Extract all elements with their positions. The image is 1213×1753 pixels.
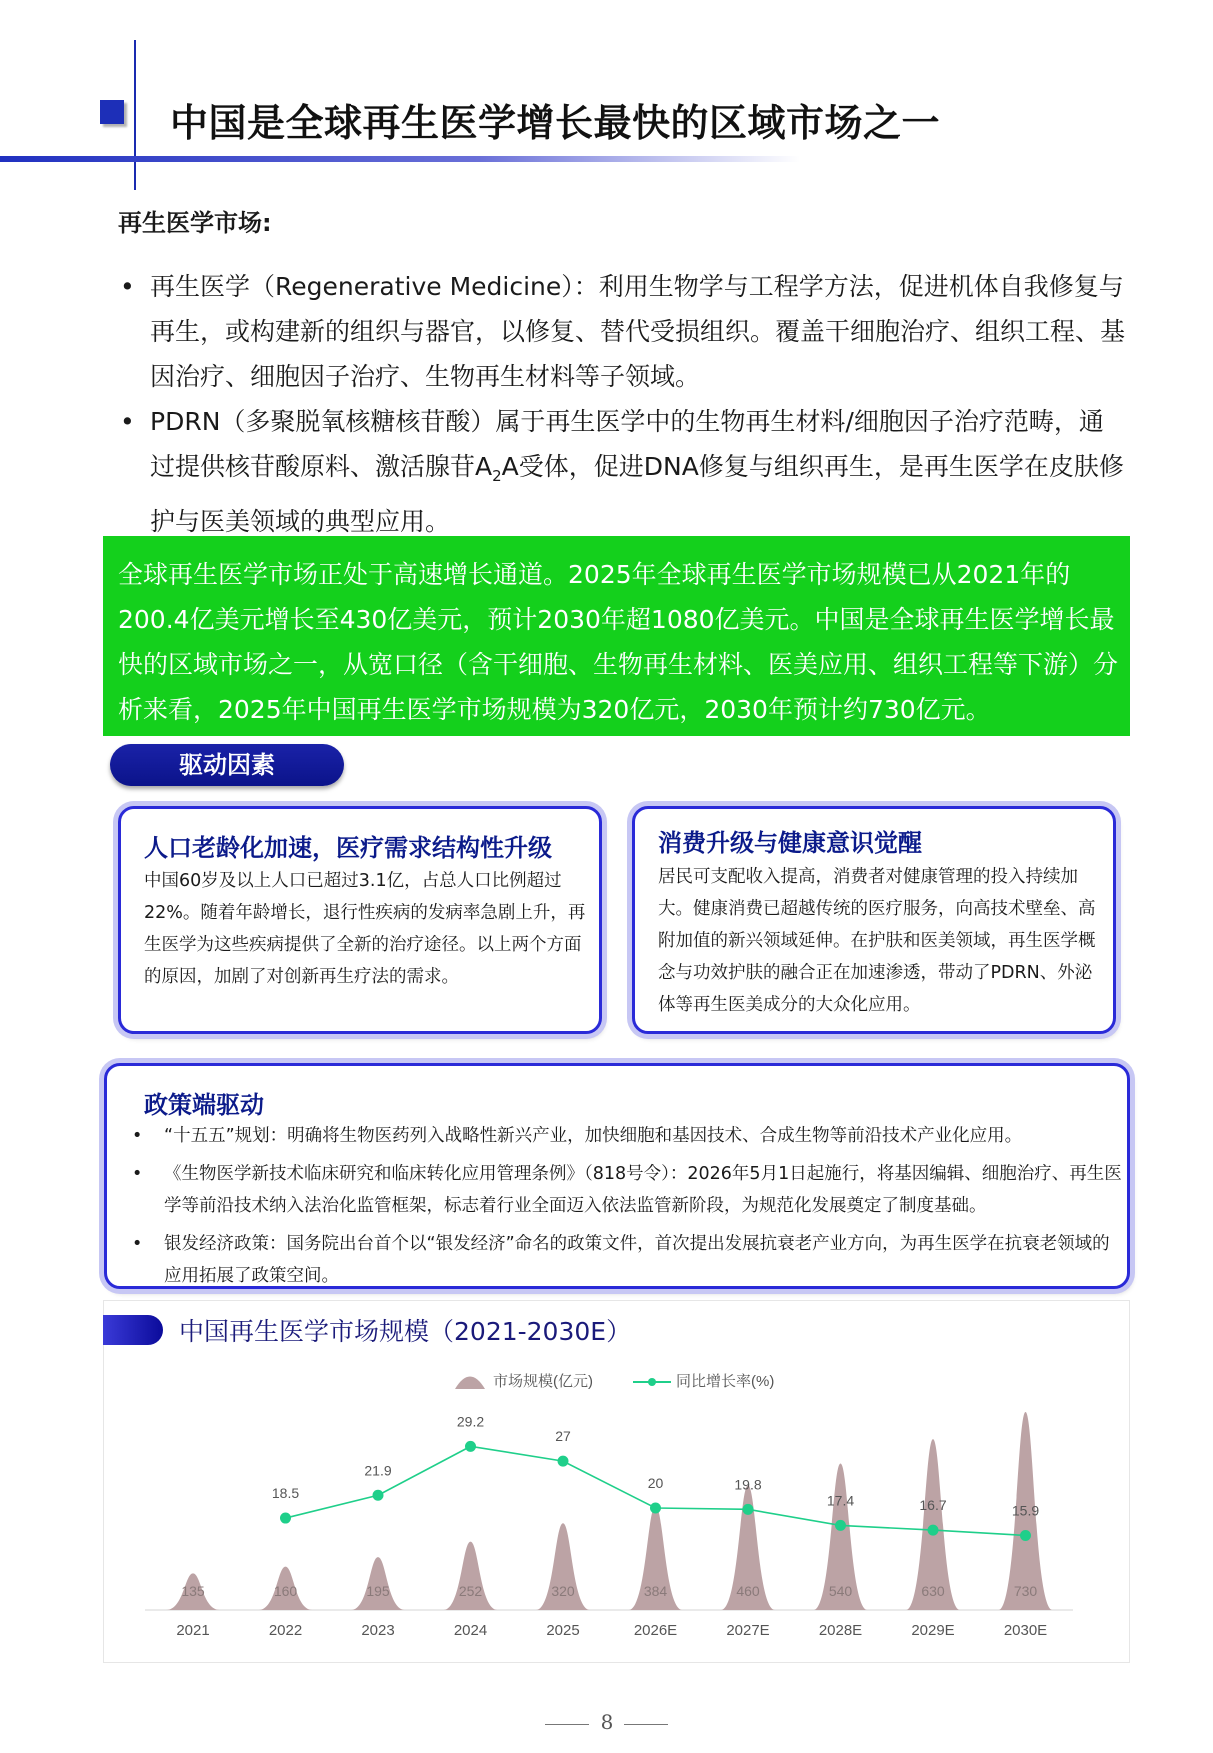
x-tick-label: 2030E — [1003, 1622, 1048, 1639]
growth-rate-point — [743, 1504, 754, 1515]
x-tick-label: 2024 — [453, 1622, 488, 1639]
header-horizontal-rule — [0, 156, 800, 162]
growth-rate-label: 21.9 — [364, 1462, 392, 1479]
x-tick-label: 2028E — [818, 1622, 863, 1639]
growth-rate-label: 15.9 — [1011, 1502, 1040, 1519]
footer-rule-left — [545, 1724, 589, 1725]
bar-value-label: 540 — [828, 1583, 853, 1599]
header-vertical-rule — [134, 40, 136, 190]
x-tick-label: 2021 — [176, 1622, 210, 1639]
bar-value-label: 730 — [1013, 1583, 1038, 1599]
driver-card-consumption-title: 消费升级与健康意识觉醒 — [658, 829, 922, 857]
growth-rate-point — [373, 1490, 384, 1501]
bar-value-label: 460 — [736, 1583, 760, 1599]
page-title: 中国是全球再生医学增长最快的区域市场之一 — [170, 101, 941, 145]
growth-rate-point — [558, 1456, 569, 1467]
x-tick-label: 2022 — [268, 1622, 303, 1639]
bar-value-label: 320 — [551, 1583, 575, 1599]
bar-2024 — [444, 1542, 498, 1610]
title-square-icon — [100, 100, 124, 124]
legend-line-label: 同比增长率(%) — [676, 1373, 775, 1390]
legend-bar-label: 市场规模(亿元) — [493, 1373, 593, 1390]
policy-item: • 《生物医学新技术临床研究和临床转化应用管理条例》（818号令）：2026年5月1日起施行，将基因编辑、细胞治疗、再生医学等前沿技术纳入法治化监管框架，标志着行业全面迈入依法监管新阶段，为规范化发展奠定了制度基础。 — [126, 1158, 1126, 1222]
legend-bar-swatch — [455, 1377, 485, 1390]
intro-bullet-pdrn: • PDRN（多聚脱氧核糖核苷酸）属于再生医学中的生物再生材料/细胞因子治疗范畴，通过提供核苷酸原料、激活腺苷$A_2A$受体，促进DNA修复与组织再生，是再生医学在皮肤修护与医美领域的典型应用。 — [118, 399, 1128, 544]
intro-bullet-regenerative: • 再生医学（Regenerative Medicine）：利用生物学与工程学方法，促进机体自我修复与再生，或构建新的组织与器官，以修复、替代受损组织。覆盖干细胞治疗、组织工程、基因治疗、细胞因子治疗、生物再生材料等子领域。 — [118, 264, 1128, 399]
growth-rate-label: 27 — [555, 1428, 571, 1445]
policy-item: • “十五五”规划：明确将生物医药列入战略性新兴产业，加快细胞和基因技术、合成生物等前沿技术产业化应用。 — [126, 1120, 1126, 1152]
bar-value-label: 160 — [273, 1583, 298, 1599]
growth-rate-label: 19.8 — [734, 1476, 762, 1493]
x-tick-label: 2027E — [726, 1622, 770, 1639]
drivers-pill: 驱动因素 — [110, 744, 344, 786]
policy-item: • 银发经济政策：国务院出台首个以“银发经济”命名的政策文件，首次提出发展抗衰老产业方向，为再生医学在抗衰老领域的应用拓展了政策空间。 — [126, 1228, 1126, 1292]
policy-list — [126, 1120, 1126, 1298]
growth-rate-label: 16.7 — [919, 1497, 947, 1514]
chart-title-flag — [103, 1315, 163, 1345]
growth-rate-point — [650, 1503, 661, 1514]
growth-rate-point — [280, 1513, 291, 1524]
bar-value-label: 630 — [921, 1583, 945, 1599]
driver-card-aging-body: 中国60岁及以上人口已超过3.1亿，占总人口比例超过22%。随着年龄增长，退行性疾病的发病率急剧上升，再生医学为这些疾病提供了全新的治疗途径。以上两个方面的原因，加剧了对创新再生疗法的需求。 — [144, 871, 586, 987]
page-number: 8 — [600, 1710, 614, 1734]
growth-rate-point — [928, 1525, 939, 1536]
footer-rule-right — [624, 1724, 668, 1725]
bar-value-label: 135 — [181, 1583, 205, 1599]
growth-rate-label: 18.5 — [271, 1485, 300, 1502]
driver-card-consumption-body: 居民可支配收入提高，消费者对健康管理的投入持续加大。健康消费已超越传统的医疗服务，向高技术壁垒、高附加值的新兴领域延伸。在护肤和医美领域，再生医学概念与功效护肤的融合正在加速渗透，带动了PDRN、外泌体等再生医美成分的大众化应用。 — [658, 867, 1096, 1015]
section-label: 再生医学市场: — [118, 209, 272, 237]
growth-rate-point — [835, 1520, 846, 1531]
growth-rate-label: 17.4 — [826, 1492, 855, 1509]
bar-value-label: 195 — [366, 1583, 390, 1599]
intro-bullet-list — [118, 264, 1128, 544]
growth-rate-point — [1020, 1530, 1031, 1541]
legend-line-marker — [648, 1378, 656, 1386]
x-tick-label: 2023 — [361, 1622, 395, 1639]
highlight-text: 全球再生医学市场正处于高速增长通道。2025年全球再生医学市场规模已从2021年的200.4亿美元增长至430亿美元，预计2030年超1080亿美元。中国是全球再生医学增长最快的区域市场之一，从宽口径（含干细胞、生物再生材料、医美应用、组织工程等下游）分析来看，2025年中国再生医学市场规模为320亿元，2030年预计约730亿元。 — [118, 560, 1119, 724]
growth-rate-point — [465, 1441, 476, 1452]
x-tick-label: 2029E — [911, 1622, 955, 1639]
bar-value-label: 252 — [458, 1583, 483, 1599]
x-tick-label: 2026E — [633, 1622, 678, 1639]
bar-value-label: 384 — [643, 1583, 668, 1599]
x-tick-label: 2025 — [546, 1622, 580, 1639]
market-size-chart — [103, 1360, 1130, 1660]
driver-card-policy-title: 政策端驱动 — [144, 1091, 264, 1119]
growth-rate-label: 29.2 — [456, 1413, 485, 1430]
growth-rate-label: 20 — [647, 1475, 664, 1491]
chart-title: 中国再生医学市场规模（2021-2030E） — [179, 1317, 632, 1346]
driver-card-aging-title: 人口老龄化加速，医疗需求结构性升级 — [144, 834, 552, 862]
